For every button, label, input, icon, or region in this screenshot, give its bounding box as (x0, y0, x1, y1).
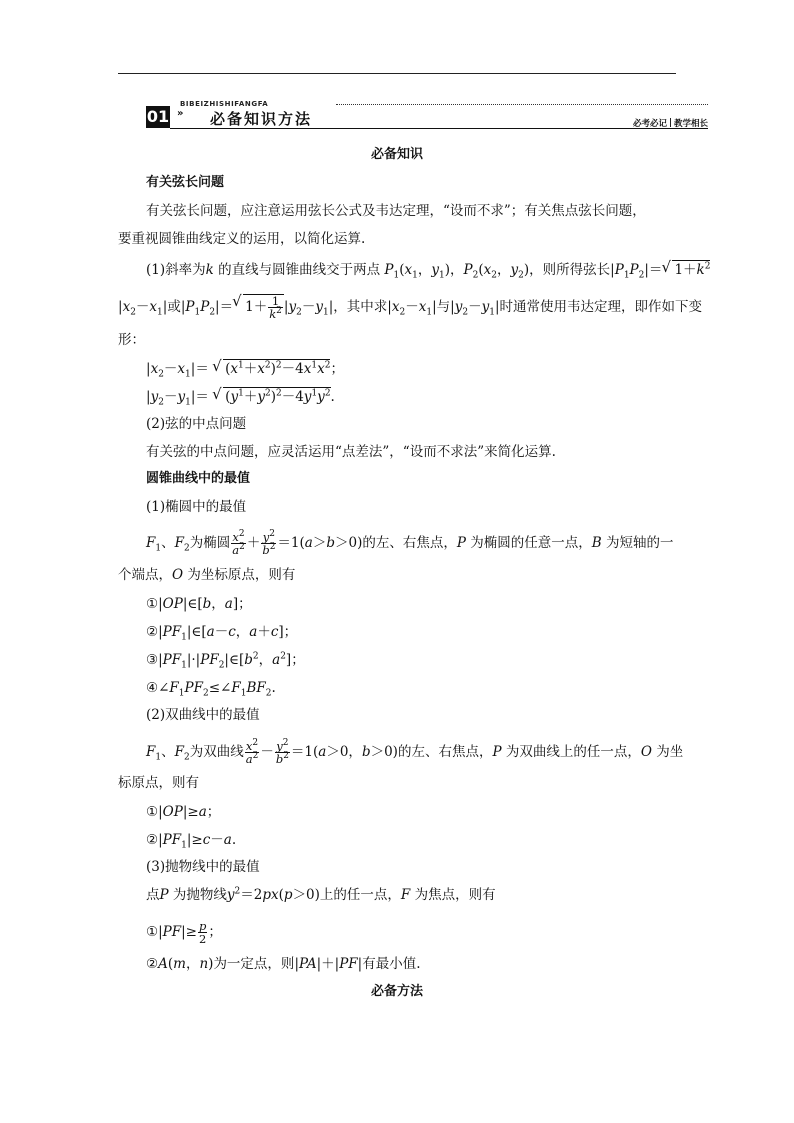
section-title: 必备知识 (370, 147, 423, 162)
method-title: 必备方法 (370, 984, 423, 999)
ellipse-item-2: $②|PF_1|\in[a-c$，a＋c]； (146, 624, 298, 643)
banner-number: 01 (146, 107, 170, 126)
chord-midpoint-text: 有关弦的中点问题，应灵活运用“点差法”，“设而不求法”来简化运算. (146, 444, 556, 460)
formula-x-diff: $|x_2-x_1|=$ √ $(x^1+x^2)^2-4x^1x^2$； (146, 359, 344, 378)
heading-chord: 有关弦长问题 (146, 175, 225, 190)
chord-paragraph-line-1: 有关弦长问题，应注意运用弦长公式及韦达定理，“设而不求”；有关焦点弦长问题， (146, 203, 646, 219)
hyperbola-item-1: ①|OP|≥a； (146, 804, 221, 820)
ellipse-item-3: $③|PF_1|\cdot|PF_2|\in[b^2$，$a^2$]； (146, 651, 305, 671)
chord-midpoint-title: (2)弦的中点问题 (146, 416, 247, 432)
chord-formula-line-1: (1)斜率为k 的直线与圆锥曲线交于两点 $P_1(x_1$，$y_1$)，$P_2(x_2$，$y_2$)，则所得弦长$|P_1P_2|=√$ $1+k^2$ (146, 260, 710, 279)
ellipse-definition-line-1: $F_1$、$F_2$为椭圆 $\frac{x^2}{a^2}$ ＋ $\frac{y^2}{b^2}$ ＝1(a＞b＞0)的左、右焦点，P 为椭圆的任意一点，B 为短轴的一 (146, 529, 674, 557)
ellipse-definition-line-2: 个端点，O 为坐标原点，则有 (118, 567, 296, 583)
chord-formula-line-3: 形： (118, 332, 145, 348)
hyperbola-definition-line-1: $F_1$、$F_2$为双曲线 $\frac{x^2}{a^2}$ － $\frac{y^2}{b^2}$ ＝1(a＞0，b＞0)的左、右焦点，P 为双曲线上的任一点，O 为坐 (146, 738, 684, 766)
chord-paragraph-line-2: 要重视圆锥曲线定义的运用，以简化运算. (118, 231, 366, 247)
hyperbola-item-2: $②|PF_1|\ge c-a$. (146, 832, 237, 851)
hyperbola-title: (2)双曲线中的最值 (146, 707, 260, 723)
banner-tag-2: 教学相长 (673, 119, 708, 129)
banner-tag-1: 必考必记 (632, 119, 667, 129)
parabola-item-1: ①|PF|≥ $\frac{p}{2}$ ； (146, 919, 222, 946)
parabola-item-2: ②A(m，n)为一定点，则|PA|＋|PF|有最小值. (146, 956, 421, 972)
ellipse-item-1: ①|OP|∈[b，a]； (146, 596, 252, 612)
formula-y-diff: $|y_2-y_1|=$ √ $(y^1+y^2)^2-4y^1y^2$. (146, 387, 335, 406)
banner-pinyin: BIBEIZHISHIFANGFA (180, 100, 269, 108)
ellipse-item-4: $④\angle F_1PF_2\le\angle F_1BF_2$. (146, 680, 276, 699)
parabola-definition: 点P 为抛物线$y^2=2px(p>0)$上的任一点，F 为焦点，则有 (146, 886, 496, 903)
banner-title: 必备知识方法 (210, 110, 313, 128)
parabola-title: (3)抛物线中的最值 (146, 859, 260, 875)
chord-formula-line-2: $|x_2-x_1|$或$|P_1P_2|=√$ 1＋ $\frac{1}{k^2}$ $|y_2-y_1|$，其中求$|x_2-x_1|$与$|y_2-y_1|$时通常使用韦达定理，即作如下变 (118, 294, 702, 320)
banner-arrow-icon: » (177, 108, 184, 119)
heading-max: 圆锥曲线中的最值 (146, 471, 251, 486)
ellipse-title: (1)椭圆中的最值 (146, 499, 247, 515)
hyperbola-definition-line-2: 标原点，则有 (118, 775, 199, 791)
